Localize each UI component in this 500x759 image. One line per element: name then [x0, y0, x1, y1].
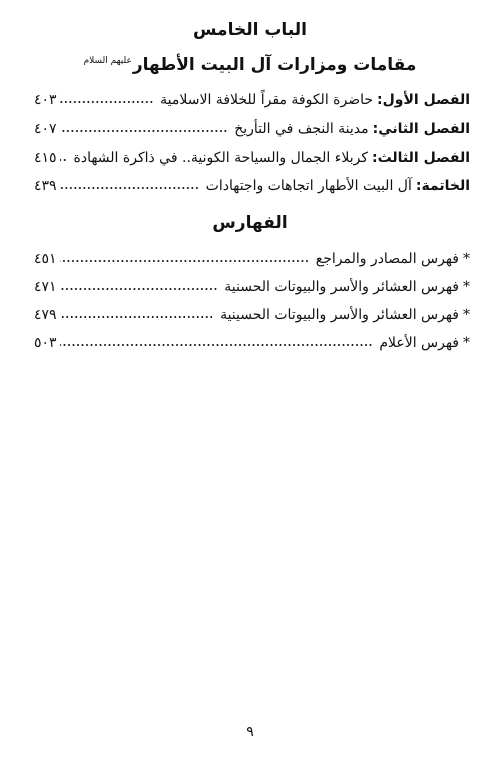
- toc-entry[interactable]: [34, 86, 470, 110]
- indexes-heading: الفهارس: [212, 213, 288, 233]
- index-entry[interactable]: [34, 329, 470, 353]
- index-entry[interactable]: [34, 245, 470, 269]
- dot-leader: [60, 100, 154, 104]
- toc-entry-label: الفصل الأول:: [377, 92, 470, 108]
- index-entry-page: ٤٧٩: [34, 307, 57, 323]
- honorific-mark: عليهم السلام: [83, 56, 132, 67]
- index-entry[interactable]: [34, 301, 470, 325]
- index-entry-title: فهرس العشائر والأسر والبيوتات الحسنية: [224, 279, 459, 295]
- chapter-subtitle-text: مقامات ومزارات آل البيت الأطهار: [132, 55, 417, 75]
- index-entry-page: ٤٧١: [34, 279, 57, 295]
- index-entry-title: فهرس المصادر والمراجع: [315, 251, 459, 267]
- dot-leader: [60, 343, 373, 347]
- toc-entry-page: ٤٠٧: [34, 121, 57, 137]
- asterisk-icon: *: [463, 307, 470, 323]
- asterisk-icon: *: [463, 335, 470, 351]
- chapter-heading: الباب الخامس: [193, 20, 307, 40]
- asterisk-icon: *: [463, 279, 470, 295]
- dot-leader: [60, 158, 67, 162]
- toc-entry[interactable]: [34, 172, 470, 196]
- toc-entry-page: ٤٣٩: [34, 178, 57, 194]
- index-entry-title: فهرس الأعلام: [379, 335, 459, 351]
- toc-entry[interactable]: [34, 115, 470, 139]
- toc-entry-title: كربلاء الجمال والسياحة الكونية.. في ذاكرة الشهادة: [73, 150, 368, 166]
- page-number: ٩: [246, 724, 254, 740]
- toc-entry-title: آل البيت الأطهار اتجاهات واجتهادات: [205, 178, 412, 194]
- index-entry-title: فهرس العشائر والأسر والبيوتات الحسينية: [220, 307, 459, 323]
- index-entry-page: ٥٠٣: [34, 335, 57, 351]
- chapter-subtitle: [0, 55, 500, 75]
- dot-leader: [60, 259, 309, 263]
- dot-leader: [60, 315, 214, 319]
- index-entry-page: ٤٥١: [34, 251, 57, 267]
- toc-entry-page: ٤١٥: [34, 150, 57, 166]
- toc-entry-title: حاضرة الكوفة مقراً للخلافة الاسلامية: [160, 92, 374, 108]
- asterisk-icon: *: [463, 251, 470, 267]
- toc-entry-page: ٤٠٣: [34, 92, 57, 108]
- toc-entry-title: مدينة النجف في التأريخ: [234, 121, 369, 137]
- dot-leader: [60, 287, 218, 291]
- index-entry[interactable]: [34, 273, 470, 297]
- dot-leader: [60, 129, 228, 133]
- toc-entry-label: الفصل الثاني:: [372, 121, 470, 137]
- dot-leader: [60, 186, 199, 190]
- toc-entry[interactable]: [34, 144, 470, 168]
- toc-entry-label: الفصل الثالث:: [372, 150, 470, 166]
- toc-entry-label: الخاتمة:: [415, 178, 470, 194]
